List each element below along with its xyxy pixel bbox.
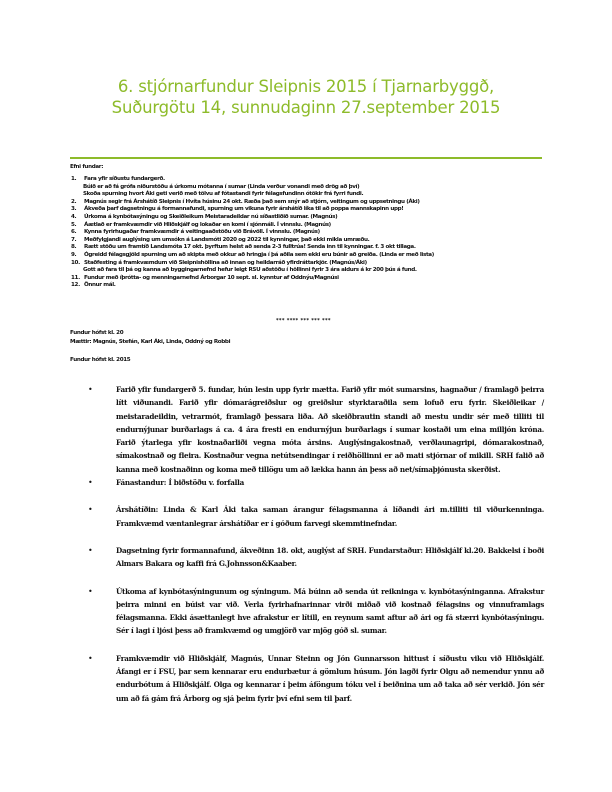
- agenda-item: 2. Magnús segir frá Árshátíð Sleipnis í Hvíta húsinu 24 okt. Ræða það sem snýr að stjórn, veitingum og uppsetningu (Áki): [71, 198, 420, 205]
- bullet-icon: •: [88, 478, 93, 488]
- agenda-subitem: Búið er að fá grófa niðurstöðu á úrkomu mótanna í sumar (Linda verður vonandi með drög að því): [83, 183, 360, 190]
- bullet-icon: •: [88, 505, 93, 515]
- section-divider: *** **** *** *** ***: [276, 318, 331, 324]
- agenda-item: 5. Áætlað er framkvæmdir við Hliðskjálf og lokaðar en komi í sjónmáli. Í vinnslu. (Magnús): [71, 221, 331, 228]
- minutes-item: • Fánastandur: Í biðstöðu v. forfalla: [88, 476, 544, 489]
- agenda-item: 8. Rætt stöðu um framtíð Landsmóta 17 okt. þyrftum helst að senda 2-3 fulltrúa! Senda inn til kynningar. f. 3 okt tillaga.: [71, 244, 416, 251]
- minutes-item: • Farið yfir fundargerð 5. fundar, hún lesin upp fyrir mætta. Farið yfir mót sumarsins, hagnaður / framlagð þeirra lítt viðunandi. Farið yfir dómarágreiðslur og greiðslur styrktaraðila sem lofuð eru fyrir. Skeiðleikar / meistaradeildin, vetrarmót, framlagð þessara liða. Að skeiðbrautin standi að mestu undir sér með tilliti til endurnýjunar burðarlags á ca. 4 ára fresti en endurnýjun burðarlags í sumar kostaði um eina milljón króna. Farið ýtarlega yfir kostnaðarliði vegna móta ársins. Auglýsingakostnað, verðlaunagripi, dómarakostnað, símakostnað og fleira. Kostnaður vegna netútsendingar í reiðhöllinni er að mati stjórnar of mikill. SRH falið að kanna með kostnaðinn og koma með tillögu um að lækka hann án þess að net/símaþjónusta skerðist.: [88, 383, 544, 476]
- agenda-subitem: Skoða spurning hvort Áki geti verið með tölvu af fótastandi fyrir félagsfundinn ótökir frá fyrri fundi.: [83, 191, 364, 198]
- agenda-item: 12. Önnur mál.: [71, 282, 116, 289]
- minutes-item: • Framkvæmdir við Hliðskjálf, Magnús, Unnar Steinn og Jón Gunnarsson hittust í síðustu viku við Hliðskjálf. Áfangi er í FSU, þar sem kennarar eru endurbætur á gömlum húsum. Jón lagði fyrir Olgu að nemendur ynnu að endurbótum á Hliðskjálf. Olga og kennarar í þeim áföngum tóku vel í beiðnina um að taka að sér verkið. Jón sér um að fá gám frá Árborg og sjá þeim fyrir því efni sem til þarf.: [88, 652, 544, 705]
- bullet-icon: •: [88, 586, 93, 596]
- agenda-item: 11. Fundur með íþrótta- og menningarnefnd Árborgar 10 sept. sl. kynntur af Oddnýu/Magnúsi: [71, 274, 339, 281]
- agenda-item: 4. Úrkoma á kynbótasýningu og Skeiðleikum Meistaradeildar nú síðastliðið sumar. (Magnús): [71, 213, 338, 220]
- meeting-end: Fundur hófst kl. 2015: [70, 357, 131, 363]
- agenda-item: 3. Ákveða þarf dagsetningu á formannafundi, spurning um vikuna fyrir árshátíð líka til að poppa mannskapinn upp!: [71, 206, 404, 213]
- agenda-item: 1. Fara yfir síðustu fundargerð.: [71, 176, 165, 182]
- title-line-2: Suðurgötu 14, sunnudaginn 27.september 2015: [111, 98, 501, 117]
- minutes-item: • Árshátíðin: Linda & Karl Áki taka saman árangur félagsmanna á líðandi ári m.tilliti til viðurkenninga. Framkvæmd væntanlegrar árshátíðar er í góðum farvegi skemmtinefndar.: [88, 503, 544, 530]
- agenda-item: 9. Ógreidd félagsgjöld spurning um að skipta með okkur að hringja í þá aðila sem ekki eru búnir að greiða. (Linda er með lista): [71, 251, 434, 258]
- agenda-subitem: Gott að fara til þá og kanna að byggingarnefnd hefur leigt RSU aðstöðu í höllinni fyrir 3 ára aldurs á kr 200 þús á fund.: [83, 267, 417, 274]
- title-divider: [70, 157, 542, 159]
- bullet-icon: •: [88, 653, 93, 663]
- meeting-attendees: Mættir: Magnús, Stefán, Karl Áki, Linda, Oddný og Robbi: [70, 339, 231, 345]
- minutes-item: • Dagsetning fyrir formannafund, ákveðinn 18. okt, auglýst af SRH. Fundarstaður: Hliðskjálf kl.20. Bakkelsi í boði Almars Bakara og kaffi frá G.Johnsson&Kaaber.: [88, 544, 544, 571]
- agenda-heading: Efni fundar:: [70, 164, 104, 170]
- agenda-item: 10. Staðfesting á framkvæmdum við Sleipnishöllina að innan og heildarráð yfirdráttarkjör. (Magnús/Áki): [71, 259, 367, 266]
- page-title: [40, 76, 572, 118]
- agenda-item: 6. Kynna fyrirhugaðar framkvæmdir á veitingaaðstöðu við Brávöll. Í vinnslu. (Magnús): [71, 229, 320, 236]
- bullet-icon: •: [88, 545, 93, 555]
- title-line-1: 6. stjórnarfundur Sleipnis 2015 í Tjarnarbyggð,: [117, 77, 495, 96]
- agenda-item: 7. Meðfylgjandi auglýsing um umsókn á Landsmóti 2020 og 2022 til kynningar, það ekki mikla umræðu.: [71, 236, 370, 243]
- minutes-item: • Útkoma af kynbótasýningunum og sýningum. Má búinn að senda út reikninga v. kynbótasýninganna. Afrakstur þeirra minni en búist var við. Verla fyrirhafnarinnar virði miðað við kostnað félagsins og vinnuframlags félagsmanna. Ekki ásættanlegt hve afrakstur er lítill, en reynum samt aftur að ári og fá stærri kynbótasýningu. Sér í lagi í ljósi þess að framkvæmd og umgjörð var mjög góð sl. sumar.: [88, 585, 544, 638]
- meeting-start: Fundur hófst kl. 20: [70, 330, 124, 336]
- bullet-icon: •: [88, 385, 93, 394]
- minutes-list: [88, 383, 544, 719]
- agenda-list: [71, 176, 551, 290]
